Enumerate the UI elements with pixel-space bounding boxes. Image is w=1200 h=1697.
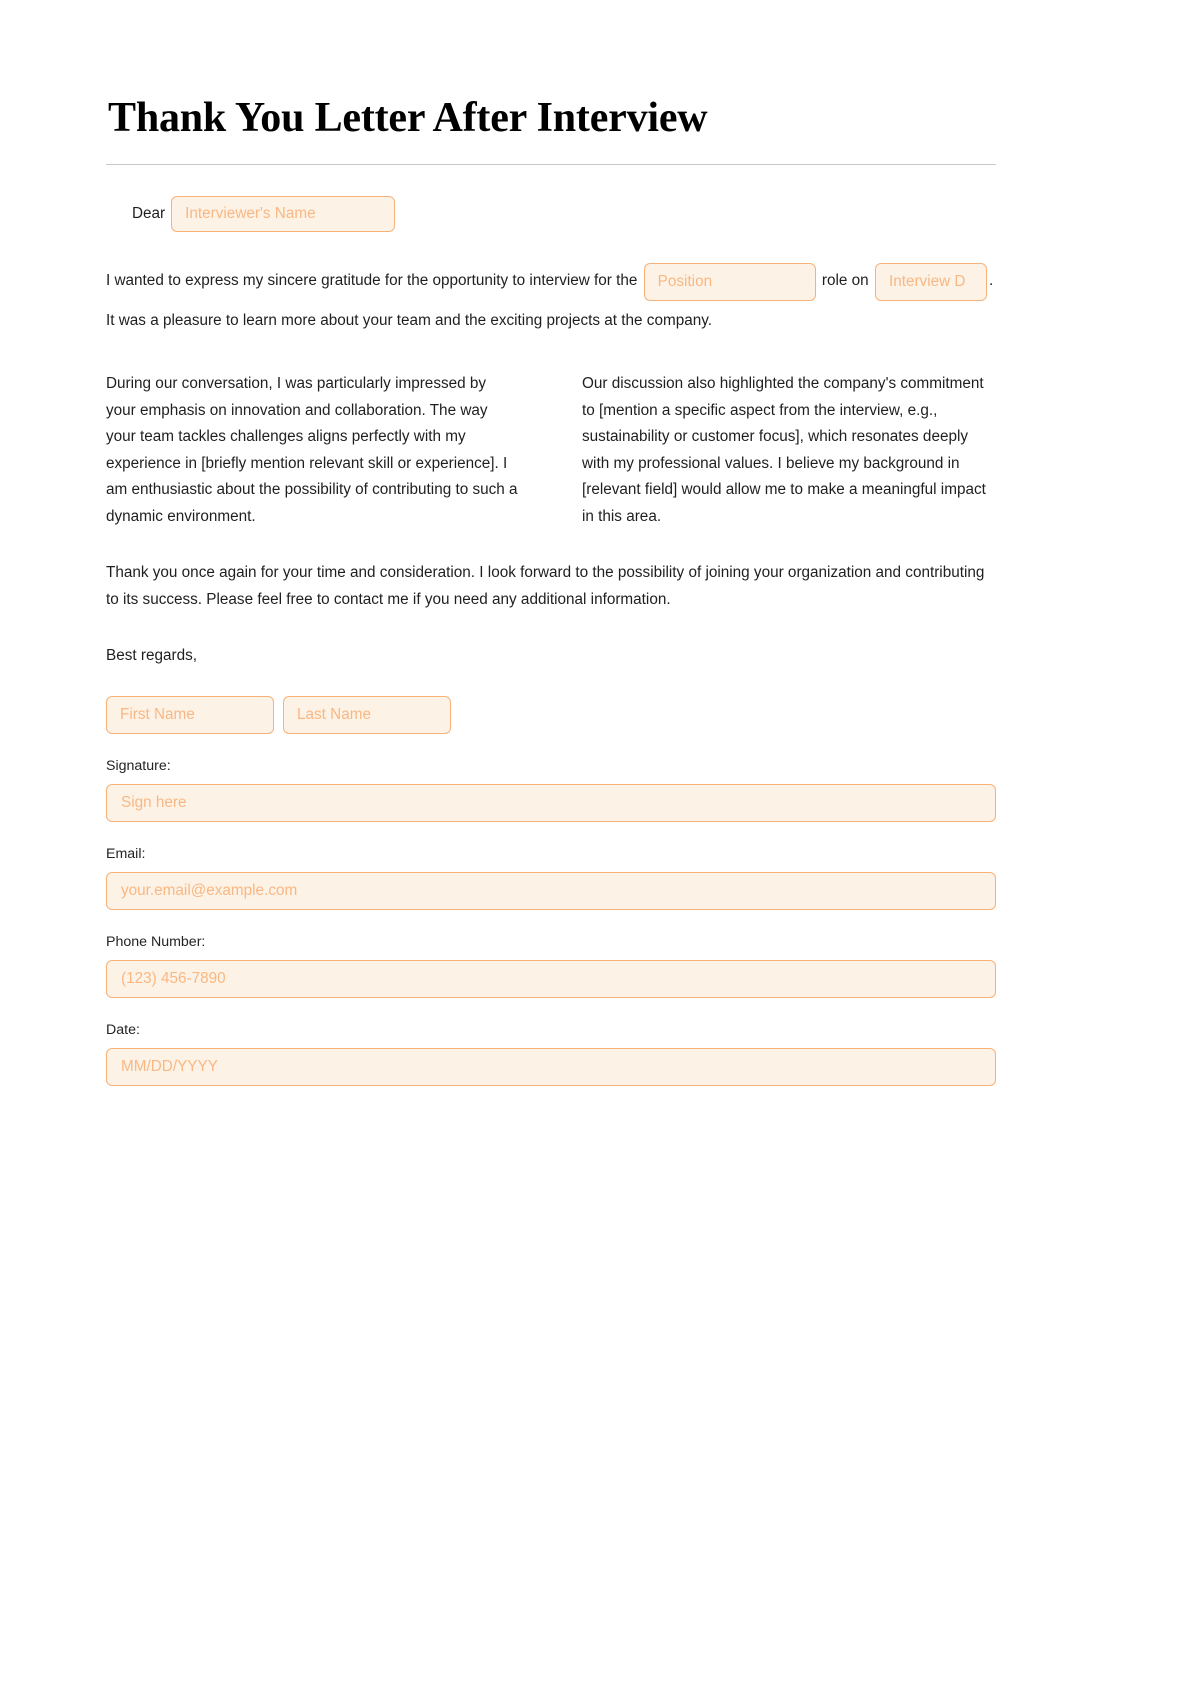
email-label: Email: <box>106 845 146 862</box>
left-column-paragraph: During our conversation, I was particularly impressed by your emphasis on innovation and collaboration. The way your team tackles challenges aligns perfectly with my experience in [briefly mention relevant skill or experience]. I am enthusiastic about the possibility of contributing to such a dynamic environment. <box>106 375 518 525</box>
first-name-input[interactable]: First Name <box>106 696 274 734</box>
intro-text-after-position: role on <box>821 272 869 290</box>
position-input[interactable]: Position <box>644 263 816 301</box>
signature-input[interactable]: Sign here <box>106 784 996 822</box>
intro-text-after-date: . It was a pleasure to learn more about your team and the exciting projects at the company. <box>106 272 994 330</box>
title-divider <box>106 164 996 165</box>
phone-number-input[interactable]: (123) 456-7890 <box>106 960 996 998</box>
two-column-paragraphs <box>106 371 996 530</box>
interviewer-name-input[interactable]: Interviewer's Name <box>171 196 395 232</box>
email-group <box>106 844 996 910</box>
phone-group <box>106 932 996 998</box>
email-input[interactable]: your.email@example.com <box>106 872 996 910</box>
page-title: Thank You Letter After Interview <box>108 95 708 141</box>
signoff-text: Best regards, <box>106 647 197 665</box>
date-label: Date: <box>106 1021 140 1038</box>
closing-paragraph: Thank you once again for your time and consideration. I look forward to the possibility of joining your organization and contributing to its success. Please feel free to contact me if you need any additional information. <box>106 564 985 608</box>
intro-paragraph <box>106 261 996 341</box>
date-input[interactable]: MM/DD/YYYY <box>106 1048 996 1086</box>
last-name-input[interactable]: Last Name <box>283 696 451 734</box>
signature-group <box>106 756 996 822</box>
signature-label: Signature: <box>106 757 171 774</box>
name-fields-row <box>106 696 996 734</box>
right-column-paragraph: Our discussion also highlighted the company's commitment to [mention a specific aspect from the interview, e.g., sustainability or customer focus], which resonates deeply with my professional values. I believe my background in [relevant field] would allow me to make a meaningful impact in this area. <box>582 375 986 525</box>
intro-text-before-position: I wanted to express my sincere gratitude for the opportunity to interview for the <box>106 272 638 290</box>
interview-date-input[interactable]: Interview D <box>875 263 987 301</box>
phone-label: Phone Number: <box>106 933 206 950</box>
document-content <box>106 95 996 1086</box>
salutation-row <box>106 196 996 232</box>
date-group <box>106 1020 996 1086</box>
salutation-label: Dear <box>132 204 166 222</box>
